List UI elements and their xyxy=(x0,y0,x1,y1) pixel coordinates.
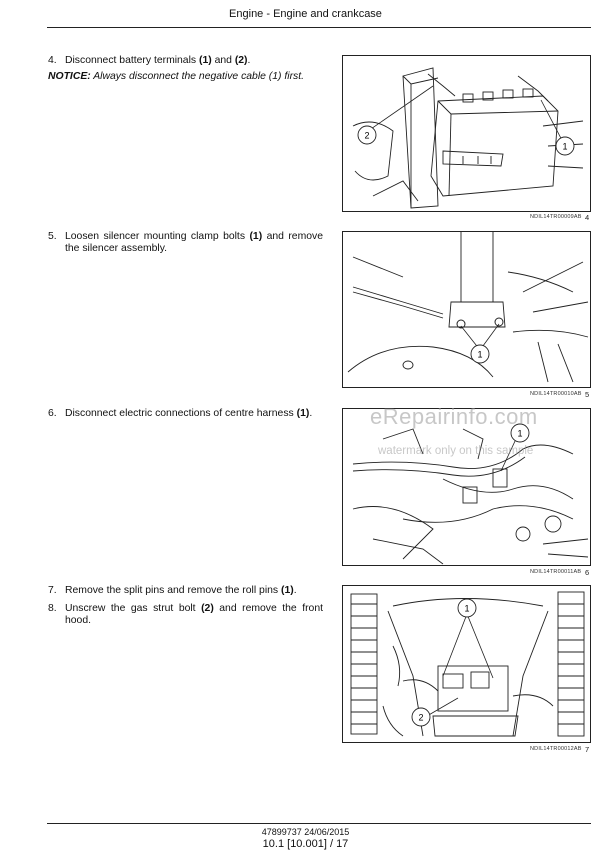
callout-1 xyxy=(458,599,476,617)
page-header: Engine - Engine and crankcase xyxy=(229,8,382,20)
step-number: 5. xyxy=(48,231,57,242)
figure-harness xyxy=(342,408,591,566)
step-text: Unscrew the gas strut bolt (2) and remove the front hood. xyxy=(65,603,323,626)
figure-number: 6 xyxy=(585,568,590,577)
figure-number: 4 xyxy=(585,213,590,222)
figure-battery xyxy=(342,55,591,212)
figure-ref: NDIL14TR00012AB xyxy=(530,746,582,752)
callout-2 xyxy=(358,126,376,144)
svg-text:2: 2 xyxy=(364,130,370,141)
svg-text:2: 2 xyxy=(418,712,424,723)
step-number: 8. xyxy=(48,603,57,614)
footer-page-number: 10.1 [10.001] / 17 xyxy=(262,838,349,850)
callout-1 xyxy=(556,137,574,155)
figure-ref: NDIL14TR00011AB xyxy=(530,569,582,575)
step-6 xyxy=(48,408,323,420)
footer-doc-id: 47899737 24/06/2015 xyxy=(261,827,350,837)
battery-illustration xyxy=(343,56,590,211)
step-number: 6. xyxy=(48,408,57,419)
notice xyxy=(48,71,304,82)
watermark-logo: eRepairinfo.com xyxy=(370,404,538,429)
svg-text:1: 1 xyxy=(517,428,523,439)
step-number: 4. xyxy=(48,55,57,66)
step-text: Disconnect battery terminals (1) and (2). xyxy=(65,55,251,66)
header-rule xyxy=(47,27,591,28)
step-number: 7. xyxy=(48,585,57,596)
step-5 xyxy=(48,231,323,255)
svg-text:1: 1 xyxy=(464,603,470,614)
step-7 xyxy=(48,585,323,597)
callout-2 xyxy=(412,708,430,726)
step-text: Loosen silencer mounting clamp bolts (1) and remove the silencer assembly. xyxy=(65,231,323,254)
notice-label: NOTICE: xyxy=(48,71,91,82)
figure-ref: NDIL14TR00010AB xyxy=(530,391,582,397)
step-8 xyxy=(48,603,323,627)
watermark-note: watermark only on this sample xyxy=(378,445,534,457)
figure-hood xyxy=(342,585,591,743)
hood-illustration xyxy=(343,586,590,742)
step-4 xyxy=(48,55,323,67)
step-text: Remove the split pins and remove the roll pins (1). xyxy=(65,585,297,596)
notice-text: Always disconnect the negative cable (1) first. xyxy=(90,71,305,82)
figure-ref: NDIL14TR00009AB xyxy=(530,214,582,220)
harness-illustration xyxy=(343,409,590,565)
footer-rule xyxy=(47,823,591,824)
svg-text:1: 1 xyxy=(477,349,483,360)
callout-1 xyxy=(471,345,489,363)
figure-number: 7 xyxy=(585,745,590,754)
svg-text:1: 1 xyxy=(562,141,568,152)
silencer-illustration xyxy=(343,232,590,387)
figure-silencer xyxy=(342,231,591,388)
figure-number: 5 xyxy=(585,390,590,399)
step-text: Disconnect electric connections of centre harness (1). xyxy=(65,408,313,419)
